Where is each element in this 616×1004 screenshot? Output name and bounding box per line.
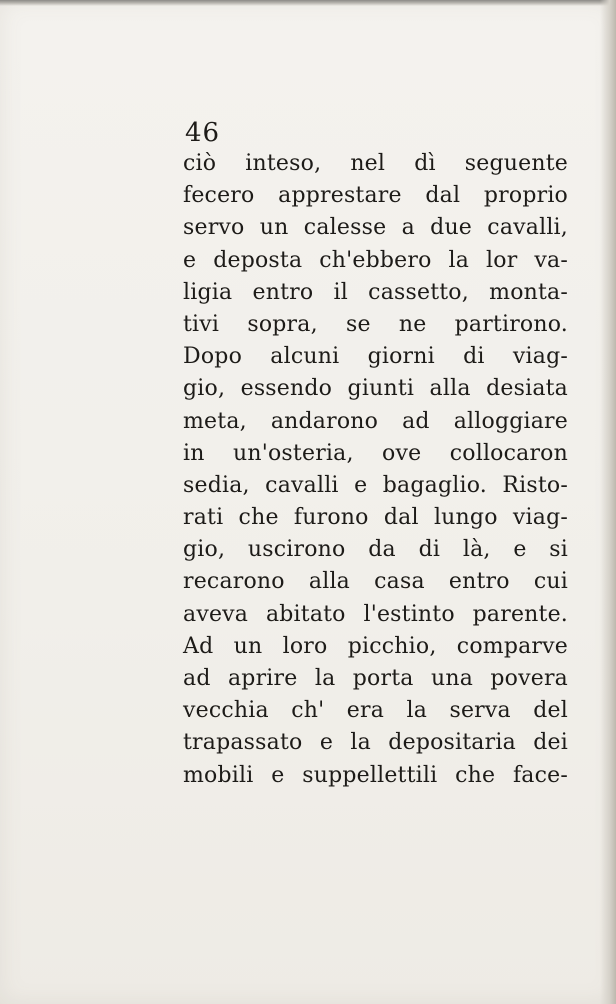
text-line: tivi sopra, se ne partirono. <box>183 311 568 337</box>
text-line: ligia entro il cassetto, monta- <box>183 279 568 305</box>
text-line: servo un calesse a due cavalli, <box>183 215 568 241</box>
text-line: in un'osteria, ove collocaron <box>183 440 568 466</box>
text-line: vecchia ch' era la serva del <box>183 698 568 724</box>
text-line: fecero apprestare dal proprio <box>183 183 568 209</box>
page-right-edge <box>600 0 616 1004</box>
text-line: mobili e suppellettili che face- <box>183 762 568 788</box>
text-line: sedia, cavalli e bagaglio. Risto- <box>183 472 568 498</box>
text-line: recarono alla casa entro cui <box>183 569 568 595</box>
text-line: e deposta ch'ebbero la lor va- <box>183 247 568 273</box>
text-line: gio, uscirono da di là, e si <box>183 537 568 563</box>
page-top-edge <box>0 0 616 6</box>
text-line: meta, andarono ad alloggiare <box>183 408 568 434</box>
margin-stain <box>2 720 10 790</box>
text-line: Dopo alcuni giorni di viag- <box>183 344 568 370</box>
page-number: 46 <box>185 118 221 148</box>
text-line: ciò inteso, nel dì seguente <box>183 151 568 176</box>
text-line: Ad un loro picchio, comparve <box>183 633 568 659</box>
text-line: gio, essendo giunti alla desiata <box>183 376 568 402</box>
text-line: aveva abitato l'estinto parente. <box>183 601 568 627</box>
text-line: ad aprire la porta una povera <box>183 666 568 691</box>
page-text-block <box>183 118 568 792</box>
text-line: rati che furono dal lungo viag- <box>183 505 568 531</box>
text-line: trapassato e la depositaria dei <box>183 730 568 756</box>
